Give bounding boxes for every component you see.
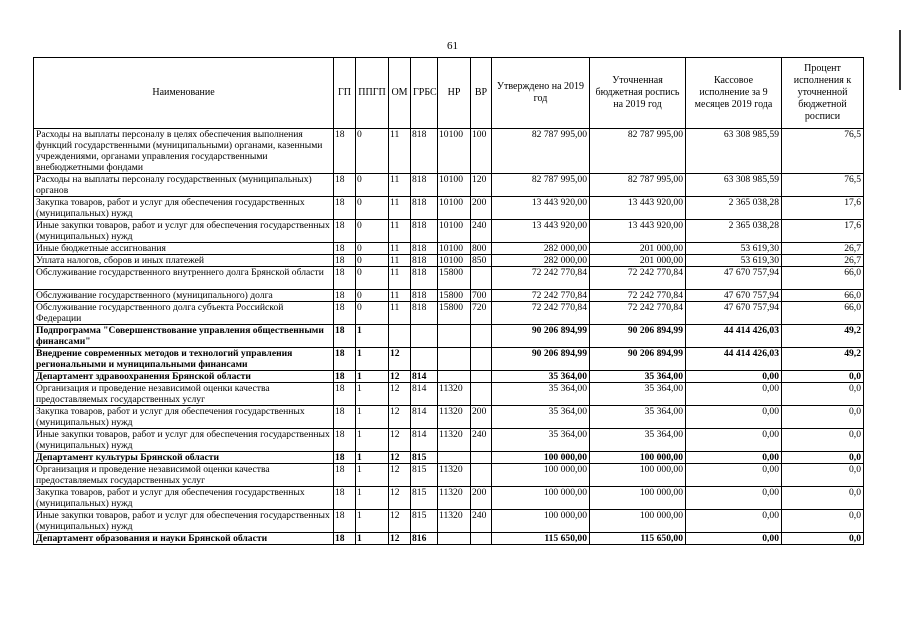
cell-vr — [471, 267, 492, 290]
cell-vr: 240 — [471, 220, 492, 243]
table-row — [34, 452, 864, 464]
cell-ppgp: 1 — [356, 325, 389, 348]
cell-refined: 13 443 920,00 — [590, 220, 686, 243]
cell-percent: 26,7 — [782, 255, 864, 267]
cell-gp: 18 — [334, 487, 356, 510]
cell-ppgp: 1 — [356, 464, 389, 487]
cell-gp: 18 — [334, 290, 356, 302]
cell-percent: 49,2 — [782, 325, 864, 348]
cell-name: Организация и проведение независимой оценки качества предоставляемых государственных услуг — [34, 464, 334, 487]
cell-ppgp: 0 — [356, 220, 389, 243]
cell-grbs: 818 — [411, 290, 438, 302]
cell-om: 12 — [389, 452, 411, 464]
cell-approved: 35 364,00 — [492, 406, 590, 429]
cell-gp: 18 — [334, 510, 356, 533]
cell-name: Подпрограмма "Совершенствование управления общественными финансами" — [34, 325, 334, 348]
header-ppgp: ППГП — [356, 58, 389, 129]
cell-percent: 0,0 — [782, 464, 864, 487]
cell-om: 11 — [389, 267, 411, 290]
cell-name: Иные закупки товаров, работ и услуг для обеспечения государственных (муниципальных) нужд — [34, 220, 334, 243]
cell-vr — [471, 348, 492, 371]
cell-ppgp: 0 — [356, 267, 389, 290]
cell-nr: 10100 — [438, 197, 471, 220]
table-row — [34, 325, 864, 348]
cell-ppgp: 0 — [356, 255, 389, 267]
cell-nr — [438, 452, 471, 464]
cell-om: 12 — [389, 406, 411, 429]
cell-gp: 18 — [334, 452, 356, 464]
cell-nr: 10100 — [438, 174, 471, 197]
cell-cash: 0,00 — [686, 464, 782, 487]
cell-percent: 66,0 — [782, 302, 864, 325]
cell-refined: 90 206 894,99 — [590, 348, 686, 371]
cell-vr: 700 — [471, 290, 492, 302]
cell-cash: 0,00 — [686, 533, 782, 545]
cell-percent: 76,5 — [782, 174, 864, 197]
header-approved: Утверждено на 2019 год — [492, 58, 590, 129]
cell-grbs: 814 — [411, 371, 438, 383]
header-percent: Процент исполнения к уточненной бюджетной росписи — [782, 58, 864, 129]
cell-percent: 0,0 — [782, 383, 864, 406]
cell-refined: 72 242 770,84 — [590, 290, 686, 302]
cell-cash: 53 619,30 — [686, 243, 782, 255]
header-name: Наименование — [34, 58, 334, 129]
cell-refined: 100 000,00 — [590, 452, 686, 464]
header-grbs: ГРБС — [411, 58, 438, 129]
cell-percent: 17,6 — [782, 220, 864, 243]
cell-nr: 11320 — [438, 464, 471, 487]
table-row — [34, 174, 864, 197]
cell-refined: 35 364,00 — [590, 406, 686, 429]
cell-om: 12 — [389, 383, 411, 406]
cell-approved: 100 000,00 — [492, 452, 590, 464]
cell-percent: 17,6 — [782, 197, 864, 220]
cell-nr: 11320 — [438, 383, 471, 406]
cell-gp: 18 — [334, 325, 356, 348]
cell-cash: 47 670 757,94 — [686, 267, 782, 290]
table-row — [34, 197, 864, 220]
cell-percent: 0,0 — [782, 429, 864, 452]
cell-vr — [471, 383, 492, 406]
cell-om: 11 — [389, 243, 411, 255]
table-row — [34, 487, 864, 510]
cell-cash: 44 414 426,03 — [686, 348, 782, 371]
cell-grbs: 814 — [411, 383, 438, 406]
cell-name: Департамент образования и науки Брянской области — [34, 533, 334, 545]
cell-name: Иные бюджетные ассигнования — [34, 243, 334, 255]
cell-ppgp: 0 — [356, 290, 389, 302]
table-row — [34, 129, 864, 174]
cell-name: Иные закупки товаров, работ и услуг для обеспечения государственных (муниципальных) нужд — [34, 429, 334, 452]
cell-approved: 13 443 920,00 — [492, 197, 590, 220]
cell-nr: 11320 — [438, 406, 471, 429]
table-row — [34, 267, 864, 290]
cell-ppgp: 0 — [356, 302, 389, 325]
cell-approved: 100 000,00 — [492, 487, 590, 510]
cell-gp: 18 — [334, 429, 356, 452]
cell-ppgp: 1 — [356, 406, 389, 429]
cell-vr — [471, 533, 492, 545]
cell-approved: 35 364,00 — [492, 383, 590, 406]
cell-gp: 18 — [334, 464, 356, 487]
cell-cash: 47 670 757,94 — [686, 302, 782, 325]
cell-cash: 0,00 — [686, 383, 782, 406]
cell-vr: 850 — [471, 255, 492, 267]
header-cash: Кассовое исполнение за 9 месяцев 2019 года — [686, 58, 782, 129]
cell-refined: 100 000,00 — [590, 487, 686, 510]
header-om: ОМ — [389, 58, 411, 129]
cell-name: Уплата налогов, сборов и иных платежей — [34, 255, 334, 267]
cell-cash: 0,00 — [686, 429, 782, 452]
cell-refined: 35 364,00 — [590, 383, 686, 406]
cell-gp: 18 — [334, 406, 356, 429]
cell-ppgp: 1 — [356, 429, 389, 452]
cell-grbs: 815 — [411, 464, 438, 487]
table-row — [34, 243, 864, 255]
cell-ppgp: 0 — [356, 174, 389, 197]
cell-name: Департамент здравоохранения Брянской области — [34, 371, 334, 383]
page-number: 61 — [447, 40, 458, 52]
table-row — [34, 371, 864, 383]
cell-om: 11 — [389, 290, 411, 302]
cell-vr: 800 — [471, 243, 492, 255]
cell-om: 12 — [389, 371, 411, 383]
cell-vr: 200 — [471, 197, 492, 220]
cell-vr: 240 — [471, 429, 492, 452]
cell-name: Обслуживание государственного долга субъекта Российской Федерации — [34, 302, 334, 325]
cell-refined: 201 000,00 — [590, 255, 686, 267]
cell-refined: 72 242 770,84 — [590, 267, 686, 290]
cell-om: 12 — [389, 510, 411, 533]
cell-vr: 240 — [471, 510, 492, 533]
cell-grbs: 815 — [411, 510, 438, 533]
cell-percent: 26,7 — [782, 243, 864, 255]
cell-vr: 120 — [471, 174, 492, 197]
cell-nr — [438, 533, 471, 545]
cell-grbs: 818 — [411, 197, 438, 220]
table-row — [34, 302, 864, 325]
cell-grbs: 814 — [411, 429, 438, 452]
cell-nr — [438, 348, 471, 371]
cell-percent: 0,0 — [782, 510, 864, 533]
cell-cash: 0,00 — [686, 487, 782, 510]
cell-grbs: 818 — [411, 267, 438, 290]
table-row — [34, 406, 864, 429]
cell-name: Внедрение современных методов и технологий управления региональными и муниципальными финансами — [34, 348, 334, 371]
cell-ppgp: 0 — [356, 197, 389, 220]
cell-vr: 720 — [471, 302, 492, 325]
cell-cash: 63 308 985,59 — [686, 174, 782, 197]
table-row — [34, 290, 864, 302]
cell-name: Расходы на выплаты персоналу государственных (муниципальных) органов — [34, 174, 334, 197]
cell-approved: 282 000,00 — [492, 255, 590, 267]
cell-percent: 0,0 — [782, 452, 864, 464]
cell-cash: 0,00 — [686, 371, 782, 383]
cell-percent: 0,0 — [782, 406, 864, 429]
cell-nr: 10100 — [438, 220, 471, 243]
cell-refined: 100 000,00 — [590, 510, 686, 533]
cell-refined: 13 443 920,00 — [590, 197, 686, 220]
cell-approved: 100 000,00 — [492, 464, 590, 487]
cell-grbs: 816 — [411, 533, 438, 545]
cell-name: Расходы на выплаты персоналу в целях обеспечения выполнения функций государственными (муниципальными) органами, казенными учреждениями, органами управления государственными внебюджетными фондами — [34, 129, 334, 174]
cell-ppgp: 1 — [356, 383, 389, 406]
cell-gp: 18 — [334, 197, 356, 220]
cell-om: 12 — [389, 429, 411, 452]
cell-grbs — [411, 348, 438, 371]
table-row — [34, 464, 864, 487]
cell-gp: 18 — [334, 533, 356, 545]
cell-om: 12 — [389, 464, 411, 487]
header-refined: Уточненная бюджетная роспись на 2019 год — [590, 58, 686, 129]
table-header-row — [34, 58, 864, 129]
table-row — [34, 510, 864, 533]
header-gp: ГП — [334, 58, 356, 129]
cell-gp: 18 — [334, 348, 356, 371]
cell-name: Организация и проведение независимой оценки качества предоставляемых государственных услуг — [34, 383, 334, 406]
cell-gp: 18 — [334, 267, 356, 290]
cell-refined: 201 000,00 — [590, 243, 686, 255]
cell-approved: 72 242 770,84 — [492, 267, 590, 290]
cell-name: Обслуживание государственного внутреннего долга Брянской области — [34, 267, 334, 290]
cell-grbs: 818 — [411, 302, 438, 325]
cell-om: 11 — [389, 255, 411, 267]
cell-gp: 18 — [334, 174, 356, 197]
cell-nr: 11320 — [438, 429, 471, 452]
cell-vr — [471, 325, 492, 348]
cell-gp: 18 — [334, 383, 356, 406]
table-row — [34, 255, 864, 267]
cell-percent: 0,0 — [782, 371, 864, 383]
cell-cash: 0,00 — [686, 510, 782, 533]
cell-cash: 2 365 038,28 — [686, 220, 782, 243]
cell-refined: 115 650,00 — [590, 533, 686, 545]
cell-name: Закупка товаров, работ и услуг для обеспечения государственных (муниципальных) нужд — [34, 406, 334, 429]
cell-gp: 18 — [334, 302, 356, 325]
cell-approved: 100 000,00 — [492, 510, 590, 533]
cell-ppgp: 1 — [356, 452, 389, 464]
cell-percent: 0,0 — [782, 487, 864, 510]
cell-gp: 18 — [334, 220, 356, 243]
budget-table — [33, 57, 864, 545]
cell-om: 12 — [389, 487, 411, 510]
cell-gp: 18 — [334, 129, 356, 174]
cell-grbs: 818 — [411, 129, 438, 174]
cell-ppgp: 1 — [356, 510, 389, 533]
cell-percent: 66,0 — [782, 267, 864, 290]
cell-ppgp: 1 — [356, 533, 389, 545]
table-row — [34, 429, 864, 452]
cell-vr — [471, 371, 492, 383]
table-row — [34, 220, 864, 243]
cell-cash: 47 670 757,94 — [686, 290, 782, 302]
cell-om: 12 — [389, 348, 411, 371]
cell-cash: 44 414 426,03 — [686, 325, 782, 348]
cell-grbs — [411, 325, 438, 348]
header-vr: ВР — [471, 58, 492, 129]
cell-grbs: 818 — [411, 220, 438, 243]
cell-refined: 90 206 894,99 — [590, 325, 686, 348]
cell-vr: 200 — [471, 406, 492, 429]
cell-grbs: 814 — [411, 406, 438, 429]
cell-ppgp: 1 — [356, 487, 389, 510]
cell-percent: 76,5 — [782, 129, 864, 174]
cell-ppgp: 1 — [356, 348, 389, 371]
cell-om: 11 — [389, 129, 411, 174]
cell-nr: 15800 — [438, 302, 471, 325]
cell-approved: 90 206 894,99 — [492, 325, 590, 348]
table-body — [34, 129, 864, 545]
cell-approved: 35 364,00 — [492, 429, 590, 452]
cell-nr: 11320 — [438, 487, 471, 510]
cell-grbs: 815 — [411, 487, 438, 510]
cell-om: 11 — [389, 302, 411, 325]
cell-refined: 35 364,00 — [590, 371, 686, 383]
table-row — [34, 348, 864, 371]
cell-nr: 10100 — [438, 129, 471, 174]
cell-refined: 72 242 770,84 — [590, 302, 686, 325]
cell-percent: 0,0 — [782, 533, 864, 545]
cell-cash: 53 619,30 — [686, 255, 782, 267]
cell-cash: 63 308 985,59 — [686, 129, 782, 174]
cell-name: Закупка товаров, работ и услуг для обеспечения государственных (муниципальных) нужд — [34, 487, 334, 510]
page-edge-mark — [899, 30, 901, 90]
cell-cash: 2 365 038,28 — [686, 197, 782, 220]
cell-grbs: 818 — [411, 255, 438, 267]
cell-name: Департамент культуры Брянской области — [34, 452, 334, 464]
cell-percent: 49,2 — [782, 348, 864, 371]
cell-name: Закупка товаров, работ и услуг для обеспечения государственных (муниципальных) нужд — [34, 197, 334, 220]
cell-vr: 100 — [471, 129, 492, 174]
cell-nr: 10100 — [438, 243, 471, 255]
cell-refined: 82 787 995,00 — [590, 174, 686, 197]
cell-vr: 200 — [471, 487, 492, 510]
table-row — [34, 533, 864, 545]
header-nr: НР — [438, 58, 471, 129]
cell-approved: 72 242 770,84 — [492, 302, 590, 325]
cell-approved: 82 787 995,00 — [492, 174, 590, 197]
cell-gp: 18 — [334, 371, 356, 383]
cell-grbs: 818 — [411, 243, 438, 255]
cell-approved: 13 443 920,00 — [492, 220, 590, 243]
cell-cash: 0,00 — [686, 406, 782, 429]
cell-gp: 18 — [334, 243, 356, 255]
cell-percent: 66,0 — [782, 290, 864, 302]
cell-nr: 11320 — [438, 510, 471, 533]
cell-gp: 18 — [334, 255, 356, 267]
cell-om: 11 — [389, 197, 411, 220]
cell-vr — [471, 452, 492, 464]
cell-vr — [471, 464, 492, 487]
cell-nr: 15800 — [438, 290, 471, 302]
cell-name: Иные закупки товаров, работ и услуг для обеспечения государственных (муниципальных) нужд — [34, 510, 334, 533]
cell-refined: 100 000,00 — [590, 464, 686, 487]
cell-approved: 90 206 894,99 — [492, 348, 590, 371]
cell-approved: 82 787 995,00 — [492, 129, 590, 174]
cell-ppgp: 1 — [356, 371, 389, 383]
cell-approved: 72 242 770,84 — [492, 290, 590, 302]
cell-grbs: 818 — [411, 174, 438, 197]
cell-om: 11 — [389, 174, 411, 197]
cell-nr: 10100 — [438, 255, 471, 267]
cell-name: Обслуживание государственного (муниципального) долга — [34, 290, 334, 302]
cell-om: 11 — [389, 220, 411, 243]
cell-refined: 82 787 995,00 — [590, 129, 686, 174]
table-row — [34, 383, 864, 406]
cell-om: 12 — [389, 533, 411, 545]
cell-refined: 35 364,00 — [590, 429, 686, 452]
cell-nr: 15800 — [438, 267, 471, 290]
cell-ppgp: 0 — [356, 129, 389, 174]
cell-approved: 115 650,00 — [492, 533, 590, 545]
cell-approved: 282 000,00 — [492, 243, 590, 255]
cell-cash: 0,00 — [686, 452, 782, 464]
cell-approved: 35 364,00 — [492, 371, 590, 383]
cell-om — [389, 325, 411, 348]
cell-ppgp: 0 — [356, 243, 389, 255]
cell-nr — [438, 325, 471, 348]
cell-nr — [438, 371, 471, 383]
cell-grbs: 815 — [411, 452, 438, 464]
